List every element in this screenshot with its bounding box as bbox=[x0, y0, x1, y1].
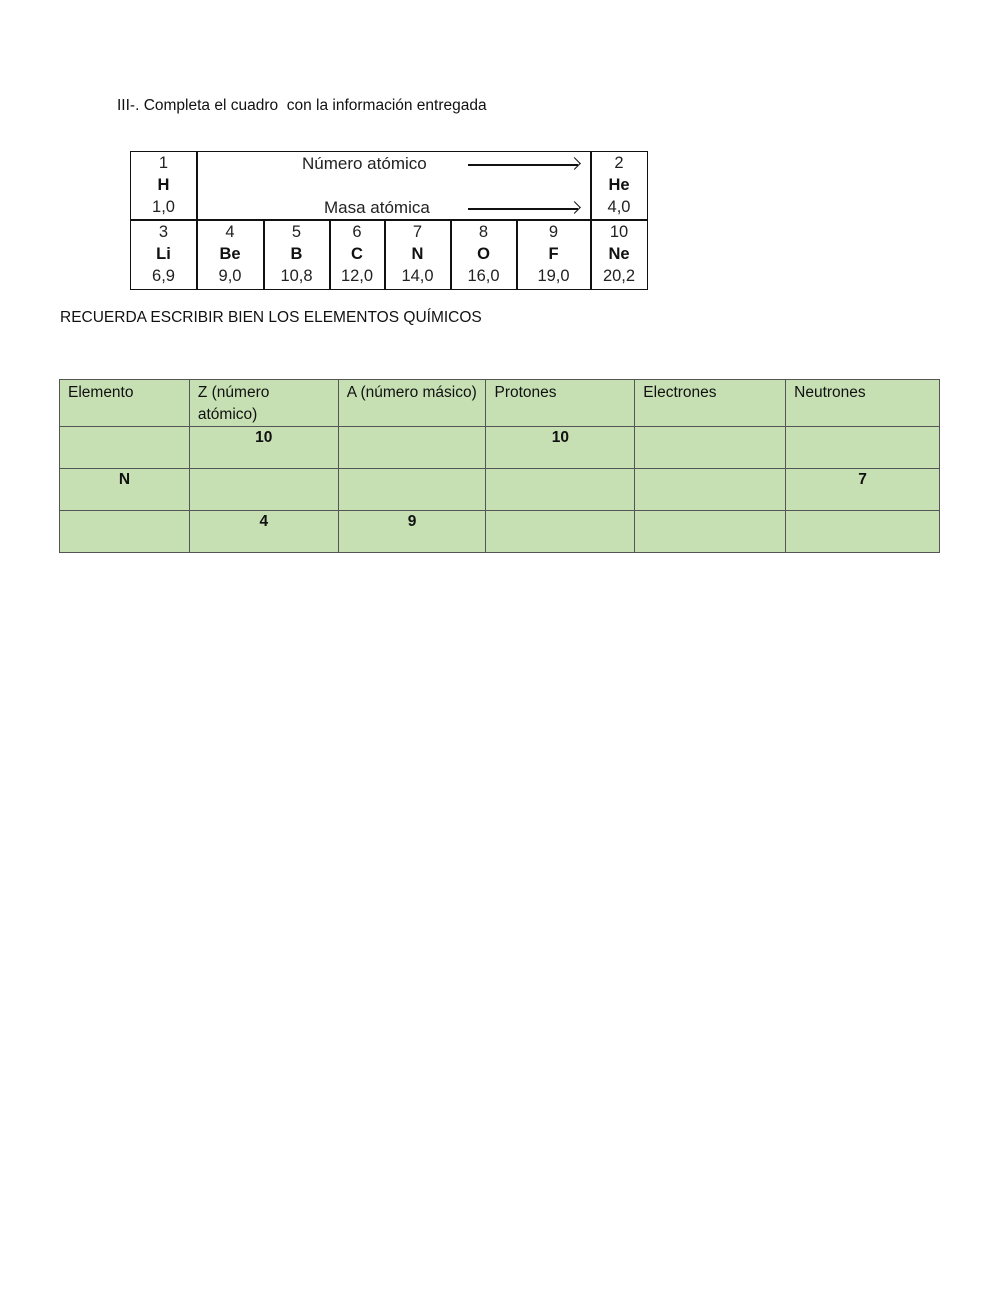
element-symbol: F bbox=[548, 245, 559, 263]
answer-cell[interactable]: 7 bbox=[786, 469, 940, 511]
legend-atomic-number: Número atómico bbox=[302, 154, 427, 173]
answer-cell[interactable] bbox=[60, 427, 190, 469]
legend-atomic-mass: Masa atómica bbox=[324, 198, 430, 217]
divider bbox=[196, 220, 198, 289]
header-cell: Z (número atómico) bbox=[189, 380, 338, 427]
element-cell-h bbox=[131, 152, 196, 220]
element-worksheet-table bbox=[59, 379, 940, 553]
atomic-number: 10 bbox=[609, 223, 629, 241]
answer-cell[interactable] bbox=[338, 427, 486, 469]
answer-cell[interactable] bbox=[189, 469, 338, 511]
element-cell-li bbox=[131, 221, 196, 289]
element-cell-n bbox=[385, 221, 450, 289]
atomic-number: 4 bbox=[225, 223, 235, 241]
answer-cell[interactable] bbox=[635, 469, 786, 511]
table-row bbox=[60, 469, 940, 511]
element-symbol: C bbox=[351, 245, 363, 263]
header-cell: Protones bbox=[486, 380, 635, 427]
atomic-mass: 16,0 bbox=[467, 267, 500, 285]
atomic-number: 8 bbox=[478, 223, 489, 241]
element-symbol: B bbox=[290, 245, 303, 263]
atomic-number: 3 bbox=[158, 223, 169, 241]
element-symbol: Ne bbox=[608, 245, 630, 263]
table-row bbox=[60, 511, 940, 553]
divider bbox=[590, 152, 592, 220]
element-cell-be bbox=[197, 221, 263, 289]
element-symbol: Be bbox=[219, 245, 241, 263]
atomic-mass: 9,0 bbox=[218, 267, 242, 285]
element-symbol: He bbox=[608, 176, 630, 194]
divider bbox=[450, 220, 452, 289]
answer-cell[interactable] bbox=[486, 511, 635, 553]
element-cell-he bbox=[591, 152, 647, 220]
atomic-mass: 10,8 bbox=[280, 267, 313, 285]
answer-cell[interactable]: 10 bbox=[486, 427, 635, 469]
divider bbox=[384, 220, 386, 289]
reminder-text: RECUERDA ESCRIBIR BIEN LOS ELEMENTOS QUÍMICOS bbox=[60, 309, 482, 326]
answer-cell[interactable]: 10 bbox=[189, 427, 338, 469]
atomic-number: 7 bbox=[412, 223, 423, 241]
answer-cell[interactable] bbox=[786, 511, 940, 553]
atomic-mass: 4,0 bbox=[607, 198, 631, 216]
answer-cell[interactable] bbox=[635, 511, 786, 553]
atomic-mass: 14,0 bbox=[401, 267, 434, 285]
answer-cell[interactable] bbox=[486, 469, 635, 511]
divider bbox=[196, 152, 198, 220]
table-header-row bbox=[60, 380, 940, 427]
atomic-mass: 12,0 bbox=[340, 267, 374, 285]
atomic-number: 6 bbox=[352, 223, 362, 241]
element-cell-ne bbox=[591, 221, 647, 289]
atomic-mass: 1,0 bbox=[152, 198, 175, 216]
element-cell-c bbox=[330, 221, 384, 289]
atomic-number: 5 bbox=[291, 223, 302, 241]
answer-cell[interactable] bbox=[60, 511, 190, 553]
header-cell: Elemento bbox=[60, 380, 190, 427]
periodic-table-image bbox=[130, 151, 648, 290]
answer-cell[interactable] bbox=[786, 427, 940, 469]
arrow-right-icon bbox=[468, 164, 578, 166]
instruction-text: III-. Completa el cuadro con la información entregada bbox=[117, 97, 487, 114]
element-symbol: O bbox=[477, 245, 490, 263]
atomic-number: 1 bbox=[158, 154, 169, 172]
answer-cell[interactable]: 9 bbox=[338, 511, 486, 553]
element-cell-b bbox=[264, 221, 329, 289]
header-cell: Neutrones bbox=[786, 380, 940, 427]
answer-cell[interactable]: N bbox=[60, 469, 190, 511]
divider bbox=[329, 220, 331, 289]
atomic-mass: 20,2 bbox=[602, 267, 636, 285]
element-symbol: H bbox=[157, 176, 170, 194]
atomic-number: 2 bbox=[614, 154, 624, 172]
header-cell: Electrones bbox=[635, 380, 786, 427]
table-row bbox=[60, 427, 940, 469]
answer-cell[interactable] bbox=[338, 469, 486, 511]
atomic-number: 9 bbox=[548, 223, 559, 241]
element-cell-f bbox=[517, 221, 590, 289]
header-cell: A (número másico) bbox=[338, 380, 486, 427]
arrow-right-icon bbox=[468, 208, 578, 210]
divider bbox=[516, 220, 518, 289]
atomic-mass: 19,0 bbox=[537, 267, 570, 285]
element-symbol: Li bbox=[156, 245, 171, 263]
divider bbox=[263, 220, 265, 289]
element-symbol: N bbox=[411, 245, 424, 263]
answer-cell[interactable]: 4 bbox=[189, 511, 338, 553]
atomic-mass: 6,9 bbox=[152, 267, 175, 285]
element-cell-o bbox=[451, 221, 516, 289]
answer-cell[interactable] bbox=[635, 427, 786, 469]
divider bbox=[590, 220, 592, 289]
